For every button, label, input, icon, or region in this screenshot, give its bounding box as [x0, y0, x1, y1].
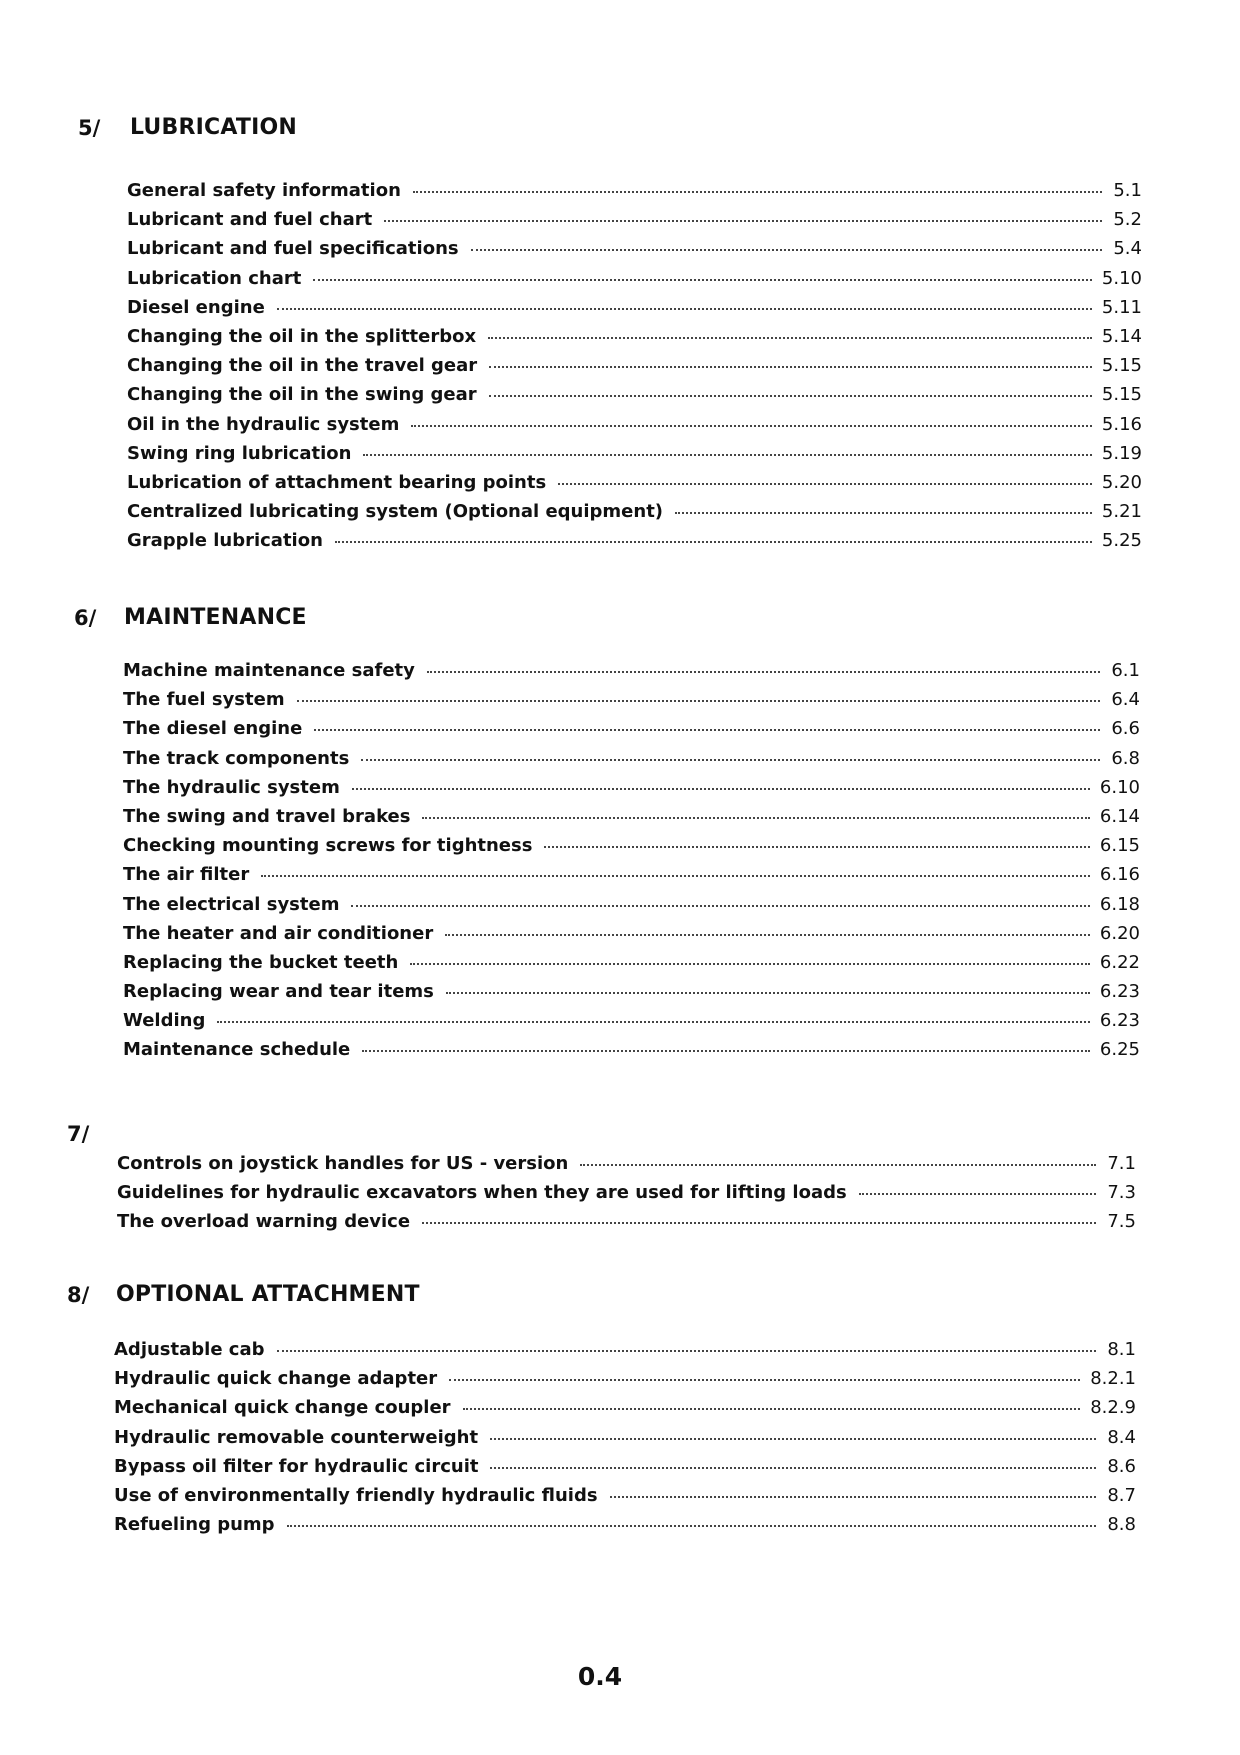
- entry-page: 8.4: [1107, 1426, 1136, 1448]
- dot-leader: [362, 1049, 1090, 1052]
- entry-page: 8.7: [1107, 1484, 1136, 1506]
- section-heading: [67, 1117, 467, 1151]
- entry-label: Welding: [123, 1010, 206, 1032]
- dot-leader: [490, 1466, 1096, 1469]
- entry-label: Diesel engine: [127, 296, 265, 318]
- entry-label: Guidelines for hydraulic excavators when they are used for lifting loads: [117, 1182, 847, 1204]
- toc-entry[interactable]: [127, 234, 1142, 263]
- dot-leader: [463, 1407, 1081, 1410]
- entry-label: Replacing the bucket teeth: [123, 951, 399, 973]
- entry-page: 7.1: [1107, 1153, 1136, 1174]
- entry-label: Replacing wear and tear items: [123, 981, 434, 1003]
- entry-label: Lubricant and fuel chart: [127, 209, 373, 231]
- entry-label: Swing ring lubrication: [127, 442, 352, 464]
- entry-page: 6.18: [1099, 893, 1140, 915]
- entry-page: 8.8: [1107, 1514, 1136, 1536]
- toc-entries: [114, 1335, 1136, 1539]
- toc-entry[interactable]: [123, 714, 1140, 743]
- toc-entry[interactable]: [127, 526, 1142, 555]
- entry-page: 6.15: [1099, 835, 1140, 857]
- entry-label: Maintenance schedule: [123, 1039, 351, 1061]
- toc-entry[interactable]: [114, 1393, 1136, 1422]
- toc-entry[interactable]: [123, 744, 1140, 773]
- entry-label: Changing the oil in the travel gear: [127, 355, 478, 377]
- section-number: 7/: [67, 1122, 90, 1146]
- entry-label: The swing and travel brakes: [123, 805, 411, 827]
- toc-entry[interactable]: [123, 977, 1140, 1006]
- toc-entry[interactable]: [127, 205, 1142, 234]
- section-title: LUBRICATION: [130, 115, 297, 140]
- dot-leader: [361, 758, 1100, 761]
- entry-page: 8.2.9: [1090, 1397, 1136, 1419]
- toc-entry[interactable]: [114, 1364, 1136, 1393]
- toc-entry[interactable]: [127, 293, 1142, 322]
- dot-leader: [544, 845, 1089, 848]
- dot-leader: [422, 816, 1089, 819]
- toc-entry[interactable]: [127, 351, 1142, 380]
- toc-entry[interactable]: [127, 468, 1142, 497]
- entry-page: 6.23: [1099, 1010, 1140, 1032]
- entry-label: The hydraulic system: [123, 776, 340, 798]
- entry-page: 8.1: [1107, 1339, 1136, 1360]
- toc-entry[interactable]: [117, 1149, 1136, 1178]
- entry-page: 6.16: [1099, 864, 1140, 886]
- entry-label: Oil in the hydraulic system: [127, 413, 400, 435]
- entry-label: Use of environmentally friendly hydraulic fluids: [114, 1484, 598, 1506]
- entry-page: 6.10: [1099, 776, 1140, 798]
- entry-page: 8.2.1: [1090, 1368, 1136, 1390]
- dot-leader: [261, 874, 1090, 877]
- page-number: 0.4: [577, 1662, 623, 1691]
- section-heading: [78, 111, 478, 145]
- dot-leader: [558, 482, 1092, 485]
- toc-entry[interactable]: [123, 831, 1140, 860]
- toc-entry[interactable]: [127, 176, 1142, 205]
- entry-label: Grapple lubrication: [127, 530, 323, 552]
- toc-entry[interactable]: [123, 919, 1140, 948]
- entry-page: 6.25: [1099, 1039, 1140, 1061]
- dot-leader: [445, 933, 1090, 936]
- dot-leader: [422, 1221, 1096, 1224]
- toc-entry[interactable]: [114, 1423, 1136, 1452]
- dot-leader: [580, 1163, 1096, 1166]
- dot-leader: [449, 1378, 1080, 1381]
- entry-page: 5.11: [1101, 296, 1142, 318]
- entry-label: The air filter: [123, 864, 250, 886]
- section-number: 8/: [67, 1283, 90, 1307]
- entry-label: Mechanical quick change coupler: [114, 1397, 451, 1419]
- entry-page: 6.4: [1111, 689, 1140, 711]
- entry-label: General safety information: [127, 180, 401, 201]
- toc-entry[interactable]: [123, 685, 1140, 714]
- entry-label: Changing the oil in the swing gear: [127, 384, 477, 406]
- entry-label: The electrical system: [123, 893, 340, 915]
- entry-page: 6.6: [1111, 718, 1140, 740]
- entry-label: The diesel engine: [123, 718, 303, 740]
- toc-entry[interactable]: [114, 1335, 1136, 1364]
- entry-label: The overload warning device: [117, 1211, 411, 1233]
- entry-label: Hydraulic removable counterweight: [114, 1426, 479, 1448]
- dot-leader: [335, 540, 1092, 543]
- section-title: OPTIONAL ATTACHMENT: [116, 1282, 420, 1307]
- entry-page: 5.20: [1101, 471, 1142, 493]
- toc-entry[interactable]: [123, 890, 1140, 919]
- entry-page: 6.8: [1111, 747, 1140, 769]
- entry-page: 5.19: [1101, 442, 1142, 464]
- toc-entry[interactable]: [127, 497, 1142, 526]
- toc-entry[interactable]: [123, 773, 1140, 802]
- entry-label: Hydraulic quick change adapter: [114, 1368, 438, 1390]
- dot-leader: [675, 511, 1092, 514]
- section-heading: [67, 1278, 567, 1312]
- toc-entries: [117, 1149, 1136, 1237]
- dot-leader: [859, 1192, 1096, 1195]
- entry-page: 6.20: [1099, 922, 1140, 944]
- dot-leader: [277, 1349, 1097, 1352]
- dot-leader: [446, 991, 1090, 994]
- entry-label: Lubrication chart: [127, 267, 302, 289]
- toc-entry[interactable]: [127, 410, 1142, 439]
- dot-leader: [297, 699, 1100, 702]
- entry-page: 5.2: [1113, 209, 1142, 231]
- entry-page: 5.15: [1101, 384, 1142, 406]
- section-heading: [74, 601, 474, 635]
- entry-page: 6.23: [1099, 981, 1140, 1003]
- entry-label: Machine maintenance safety: [123, 660, 415, 681]
- toc-entries: [123, 656, 1140, 1065]
- section-title: MAINTENANCE: [124, 605, 307, 630]
- dot-leader: [427, 670, 1100, 673]
- entry-page: 5.1: [1113, 180, 1142, 201]
- entry-label: Lubricant and fuel specifications: [127, 238, 459, 260]
- section-number: 6/: [74, 606, 97, 630]
- dot-leader: [410, 962, 1090, 965]
- dot-leader: [610, 1495, 1096, 1498]
- entry-label: Refueling pump: [114, 1514, 275, 1536]
- entry-page: 7.5: [1107, 1211, 1136, 1233]
- toc-entry[interactable]: [117, 1207, 1136, 1236]
- entry-label: The track components: [123, 747, 350, 769]
- entry-page: 5.25: [1101, 530, 1142, 552]
- toc-entry[interactable]: [123, 860, 1140, 889]
- toc-entry[interactable]: [127, 264, 1142, 293]
- dot-leader: [471, 248, 1102, 251]
- toc-entry[interactable]: [117, 1178, 1136, 1207]
- toc-entry[interactable]: [127, 322, 1142, 351]
- dot-leader: [488, 336, 1092, 339]
- dot-leader: [314, 728, 1100, 731]
- entry-label: Controls on joystick handles for US - version: [117, 1153, 569, 1174]
- toc-entry[interactable]: [123, 656, 1140, 685]
- entry-page: 5.15: [1101, 355, 1142, 377]
- entry-page: 5.14: [1101, 325, 1142, 347]
- dot-leader: [413, 190, 1102, 193]
- toc-entry[interactable]: [123, 948, 1140, 977]
- entry-label: The heater and air conditioner: [123, 922, 434, 944]
- entry-page: 5.21: [1101, 501, 1142, 523]
- toc-entry[interactable]: [114, 1481, 1136, 1510]
- dot-leader: [384, 219, 1102, 222]
- dot-leader: [363, 453, 1091, 456]
- dot-leader: [352, 787, 1090, 790]
- dot-leader: [287, 1524, 1096, 1527]
- dot-leader: [411, 424, 1092, 427]
- entry-label: Centralized lubricating system (Optional equipment): [127, 501, 664, 523]
- toc-entries: [127, 176, 1142, 555]
- entry-label: The fuel system: [123, 689, 285, 711]
- entry-page: 5.16: [1101, 413, 1142, 435]
- dot-leader: [217, 1020, 1090, 1023]
- dot-leader: [351, 904, 1089, 907]
- entry-page: 5.4: [1113, 238, 1142, 260]
- toc-entry[interactable]: [114, 1452, 1136, 1481]
- entry-page: 7.3: [1107, 1182, 1136, 1204]
- entry-page: 6.22: [1099, 951, 1140, 973]
- entry-label: Checking mounting screws for tightness: [123, 835, 533, 857]
- toc-entry[interactable]: [127, 380, 1142, 409]
- toc-entry[interactable]: [127, 439, 1142, 468]
- dot-leader: [490, 1437, 1096, 1440]
- toc-entry[interactable]: [114, 1510, 1136, 1539]
- entry-page: 8.6: [1107, 1455, 1136, 1477]
- dot-leader: [277, 307, 1092, 310]
- toc-entry[interactable]: [123, 802, 1140, 831]
- dot-leader: [313, 278, 1092, 281]
- entry-page: 6.14: [1099, 805, 1140, 827]
- dot-leader: [489, 365, 1092, 368]
- section-number: 5/: [78, 116, 101, 140]
- toc-entry[interactable]: [123, 1006, 1140, 1035]
- entry-page: 5.10: [1101, 267, 1142, 289]
- dot-leader: [489, 394, 1092, 397]
- entry-label: Adjustable cab: [114, 1339, 265, 1360]
- toc-entry[interactable]: [123, 1035, 1140, 1064]
- entry-label: Lubrication of attachment bearing points: [127, 471, 547, 493]
- entry-label: Bypass oil filter for hydraulic circuit: [114, 1455, 479, 1477]
- entry-page: 6.1: [1111, 660, 1140, 681]
- entry-label: Changing the oil in the splitterbox: [127, 325, 477, 347]
